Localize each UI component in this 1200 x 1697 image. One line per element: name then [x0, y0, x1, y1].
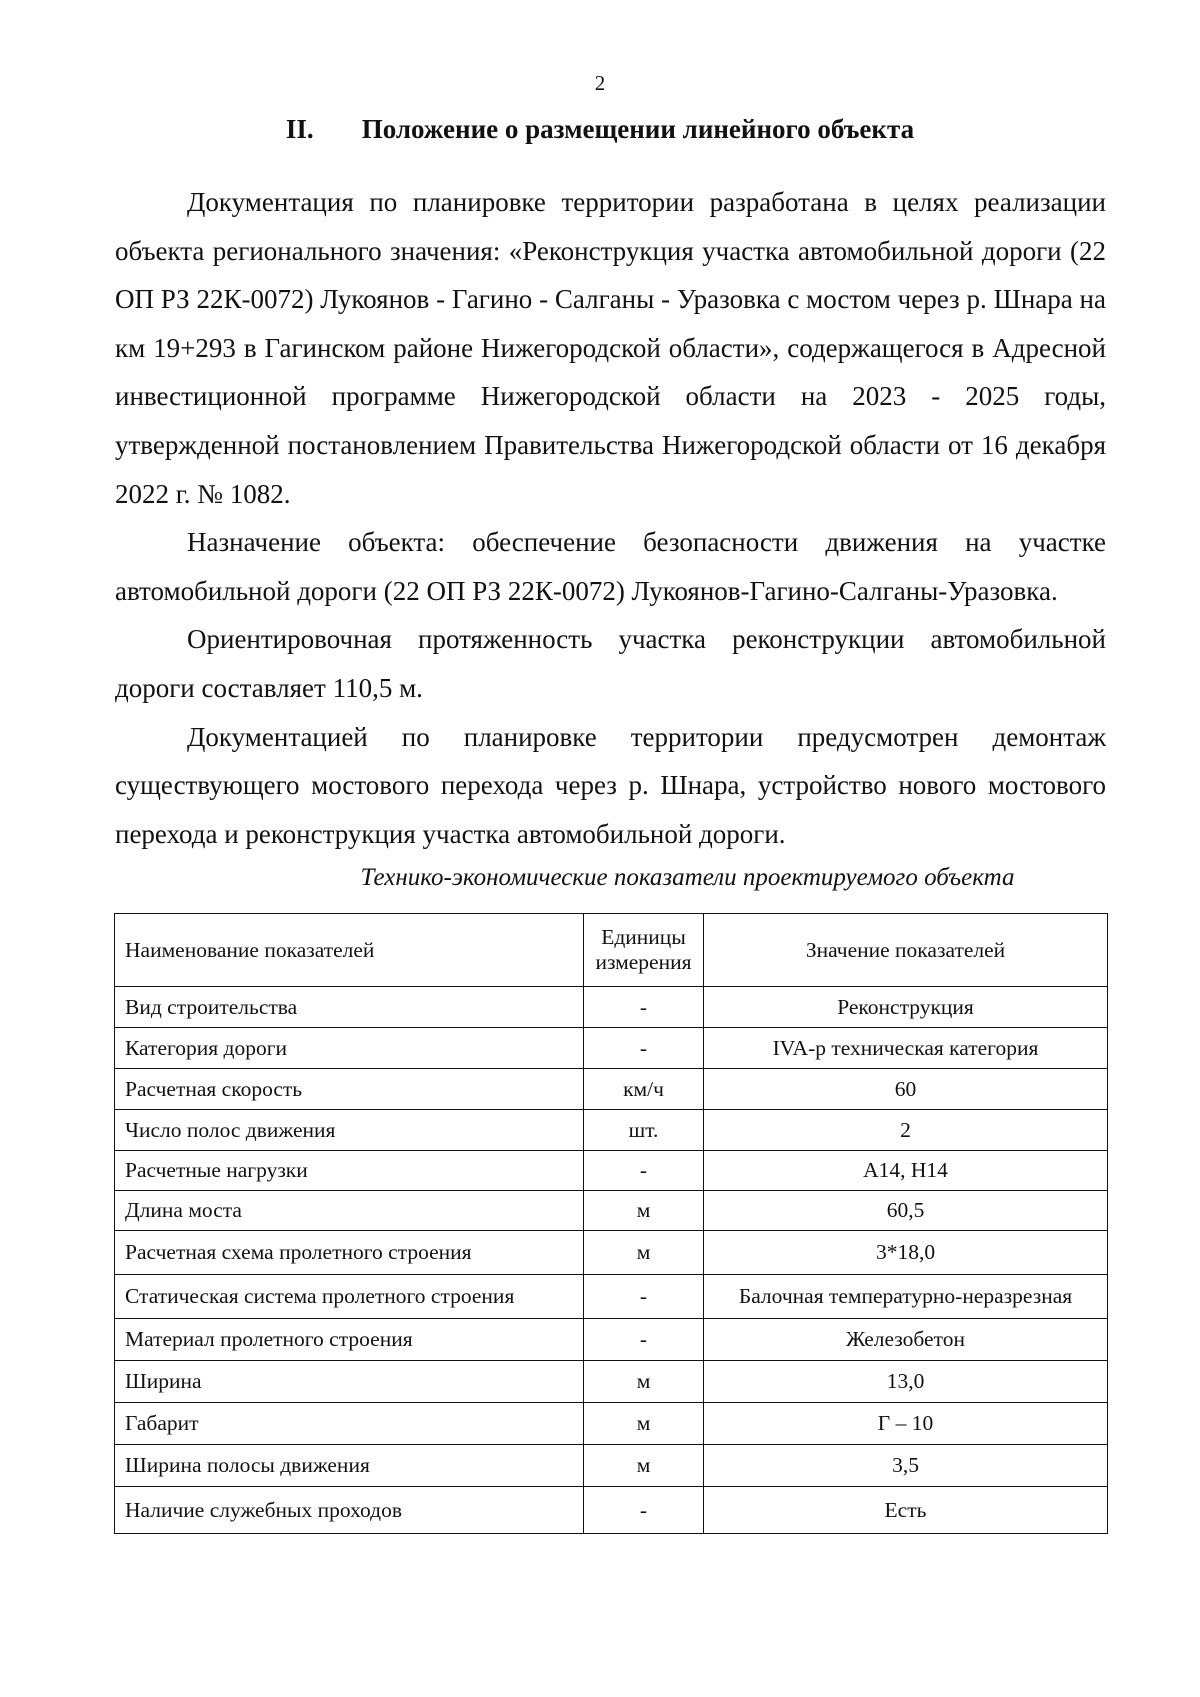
- section-number: II.: [285, 114, 314, 144]
- table-row: [115, 987, 1108, 1028]
- section-heading: [0, 114, 1200, 145]
- header-units: Единицы измерения: [584, 914, 704, 987]
- cell-indicator-name: Длина моста: [115, 1191, 584, 1231]
- cell-indicator-name: Категория дороги: [115, 1028, 584, 1069]
- cell-value: 13,0: [704, 1361, 1108, 1403]
- cell-units: -: [584, 987, 704, 1028]
- body-text: [115, 178, 1106, 858]
- cell-value: 2: [704, 1110, 1108, 1151]
- table-row: [115, 1028, 1108, 1069]
- cell-value: Железобетон: [704, 1319, 1108, 1361]
- indicators-table: [114, 913, 1108, 1534]
- table-header-row: [115, 914, 1108, 987]
- cell-units: -: [584, 1151, 704, 1191]
- cell-value: 3,5: [704, 1445, 1108, 1487]
- table-row: [115, 1069, 1108, 1110]
- cell-units: -: [584, 1487, 704, 1534]
- table-row: [115, 1403, 1108, 1445]
- cell-indicator-name: Материал пролетного строения: [115, 1319, 584, 1361]
- cell-units: м: [584, 1231, 704, 1275]
- cell-value: Реконструкция: [704, 987, 1108, 1028]
- cell-indicator-name: Ширина полосы движения: [115, 1445, 584, 1487]
- cell-value: 3*18,0: [704, 1231, 1108, 1275]
- paragraph: Назначение объекта: обеспечение безопасности движения на участке автомобильной дороги (22 ОП РЗ 22К-0072) Лукоянов-Гагино-Салганы-Уразовка.: [115, 527, 1106, 606]
- cell-indicator-name: Габарит: [115, 1403, 584, 1445]
- cell-indicator-name: Статическая система пролетного строения: [115, 1275, 584, 1319]
- header-indicator-name: Наименование показателей: [115, 914, 584, 987]
- cell-value: Есть: [704, 1487, 1108, 1534]
- table-caption: Технико-экономические показатели проектируемого объекта: [360, 864, 1015, 891]
- cell-units: км/ч: [584, 1069, 704, 1110]
- cell-units: м: [584, 1361, 704, 1403]
- cell-units: м: [584, 1445, 704, 1487]
- header-indicator-value: Значение показателей: [704, 914, 1108, 987]
- table-row: [115, 1191, 1108, 1231]
- cell-indicator-name: Расчетные нагрузки: [115, 1151, 584, 1191]
- table-body: [115, 987, 1108, 1534]
- cell-value: Балочная температурно-неразрезная: [704, 1275, 1108, 1319]
- cell-units: м: [584, 1191, 704, 1231]
- paragraph: Ориентировочная протяженность участка реконструкции автомобильной дороги составляет 110,5 м.: [115, 624, 1106, 703]
- table-row: [115, 1231, 1108, 1275]
- cell-indicator-name: Наличие служебных проходов: [115, 1487, 584, 1534]
- cell-indicator-name: Расчетная скорость: [115, 1069, 584, 1110]
- cell-value: 60: [704, 1069, 1108, 1110]
- cell-units: шт.: [584, 1110, 704, 1151]
- cell-value: Г – 10: [704, 1403, 1108, 1445]
- cell-indicator-name: Ширина: [115, 1361, 584, 1403]
- cell-indicator-name: Вид строительства: [115, 987, 584, 1028]
- cell-indicator-name: Число полос движения: [115, 1110, 584, 1151]
- cell-units: -: [584, 1028, 704, 1069]
- cell-value: IVA-р техническая категория: [704, 1028, 1108, 1069]
- table-row: [115, 1275, 1108, 1319]
- table-row: [115, 1445, 1108, 1487]
- cell-units: -: [584, 1275, 704, 1319]
- cell-units: м: [584, 1403, 704, 1445]
- section-title: Положение о размещении линейного объекта: [361, 114, 915, 144]
- paragraph: Документацией по планировке территории предусмотрен демонтаж существующего мостового перехода через р. Шнара, устройство нового мостового перехода и реконструкция участка автомобильной дороги.: [115, 721, 1106, 849]
- table-row: [115, 1110, 1108, 1151]
- cell-value: А14, Н14: [704, 1151, 1108, 1191]
- paragraph: Документация по планировке территории разработана в целях реализации объекта регионального значения: «Реконструкция участка автомобильной дороги (22 ОП РЗ 22К-0072) Лукоянов - Гагино - Салганы - Уразовка с мостом через р. Шнара на км 19+293 в Гагинском районе Нижегородской области», содержащегося в Адресной инвестиционной программе Нижегородской области на 2023 - 2025 годы, утвержденной постановлением Правительства Нижегородской области от 16 декабря 2022 г. № 1082.: [115, 187, 1106, 509]
- table-row: [115, 1319, 1108, 1361]
- cell-indicator-name: Расчетная схема пролетного строения: [115, 1231, 584, 1275]
- table-row: [115, 1151, 1108, 1191]
- cell-units: -: [584, 1319, 704, 1361]
- table-row: [115, 1361, 1108, 1403]
- cell-value: 60,5: [704, 1191, 1108, 1231]
- table-row: [115, 1487, 1108, 1534]
- page-number: 2: [594, 71, 606, 95]
